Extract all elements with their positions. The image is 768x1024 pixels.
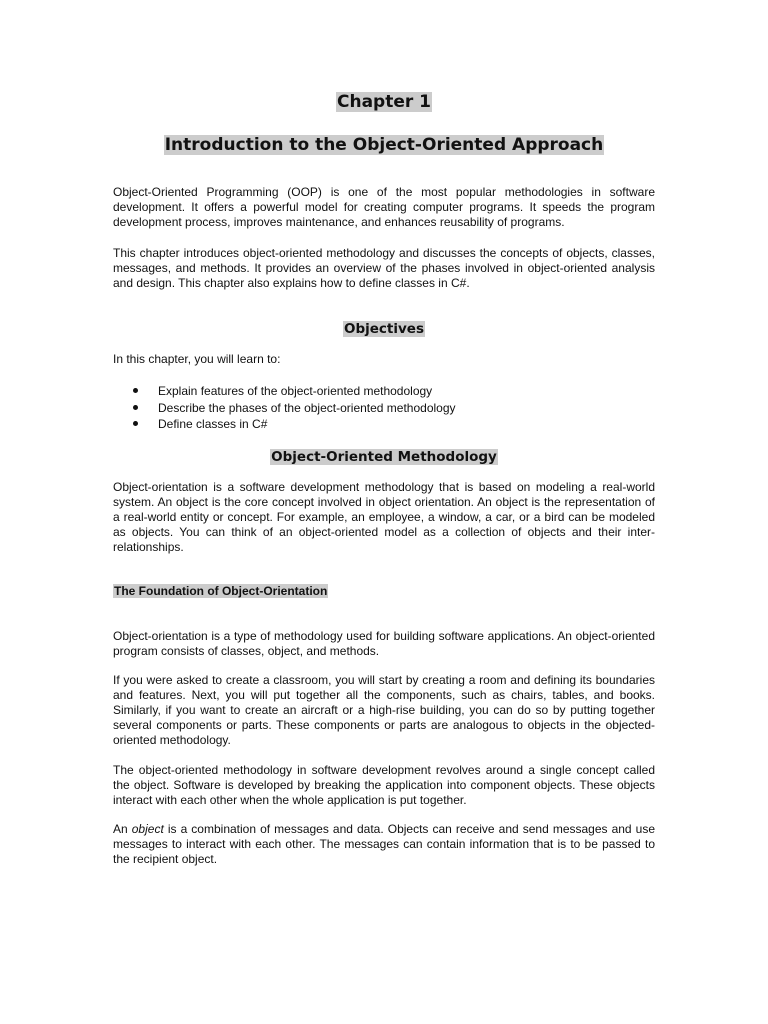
objectives-heading-text: Objectives <box>344 321 424 337</box>
foundation-paragraph-3: The object-oriented methodology in software development revolves around a single concept called the object. Software is developed by breaking the application into component objects. These objects interact with each other when the whole application is put together. <box>113 763 655 807</box>
page-title-text: Introduction to the Object-Oriented Approach <box>164 135 604 155</box>
list-item <box>131 416 456 433</box>
paragraph-rest: is a combination of messages and data. Objects can receive and send messages and use messages to interact with each other. The messages can contain information that is to be passed to the recipient object. <box>113 822 656 866</box>
methodology-heading-text: Object-Oriented Methodology <box>271 449 497 465</box>
methodology-paragraph: Object-orientation is a software development methodology that is based on modeling a real-world system. An object is the core concept involved in object orientation. An object is the representation of a real-world entity or concept. For example, an employee, a window, a car, or a bird can be modeled as objects. You can think of an object-oriented model as a collection of objects and their inter-relationships. <box>113 480 655 554</box>
foundation-paragraph-4 <box>113 822 655 867</box>
foundation-paragraph-1: Object-orientation is a type of methodology used for building software applications. An object-oriented program consists of classes, object, and methods. <box>113 629 655 658</box>
list-item-text: Describe the phases of the object-oriented methodology <box>158 400 456 415</box>
methodology-heading <box>0 447 768 467</box>
foundation-paragraph-2: If you were asked to create a classroom, you will start by creating a room and defining its boundaries and features. Next, you will put together all the components, such as chairs, tables, and books. Similarly, if you want to create an aircraft or a high-rise building, you can do so by putting together several components or parts. These components or parts are analogous to objects in the objected-oriented methodology. <box>113 673 655 747</box>
objectives-heading <box>0 319 768 339</box>
list-item <box>131 383 456 400</box>
objectives-list <box>131 383 456 433</box>
paragraph-prefix: An <box>113 822 132 836</box>
objectives-lead: In this chapter, you will learn to: <box>113 352 281 366</box>
page-title <box>0 133 768 157</box>
list-item <box>131 400 456 417</box>
intro-paragraph-2: This chapter introduces object-oriented methodology and discusses the concepts of objects, classes, messages, and methods. It provides an overview of the phases involved in object-oriented analysis and design. This chapter also explains how to define classes in C#. <box>113 246 655 290</box>
chapter-label-text: Chapter 1 <box>336 92 431 112</box>
chapter-label <box>0 90 768 114</box>
object-term: object <box>131 822 164 836</box>
foundation-heading <box>113 583 328 599</box>
list-item-text: Define classes in C# <box>158 417 268 431</box>
intro-paragraph-1: Object-Oriented Programming (OOP) is one of the most popular methodologies in software development. It offers a powerful model for creating computer programs. It speeds the program development process, improves maintenance, and enhances reusability of programs. <box>113 185 655 229</box>
bullet-icon <box>133 421 138 426</box>
list-item-text: Explain features of the object-oriented methodology <box>158 384 433 398</box>
bullet-icon <box>133 405 138 410</box>
foundation-heading-text: The Foundation of Object-Orientation <box>114 584 328 598</box>
bullet-icon <box>133 388 138 393</box>
